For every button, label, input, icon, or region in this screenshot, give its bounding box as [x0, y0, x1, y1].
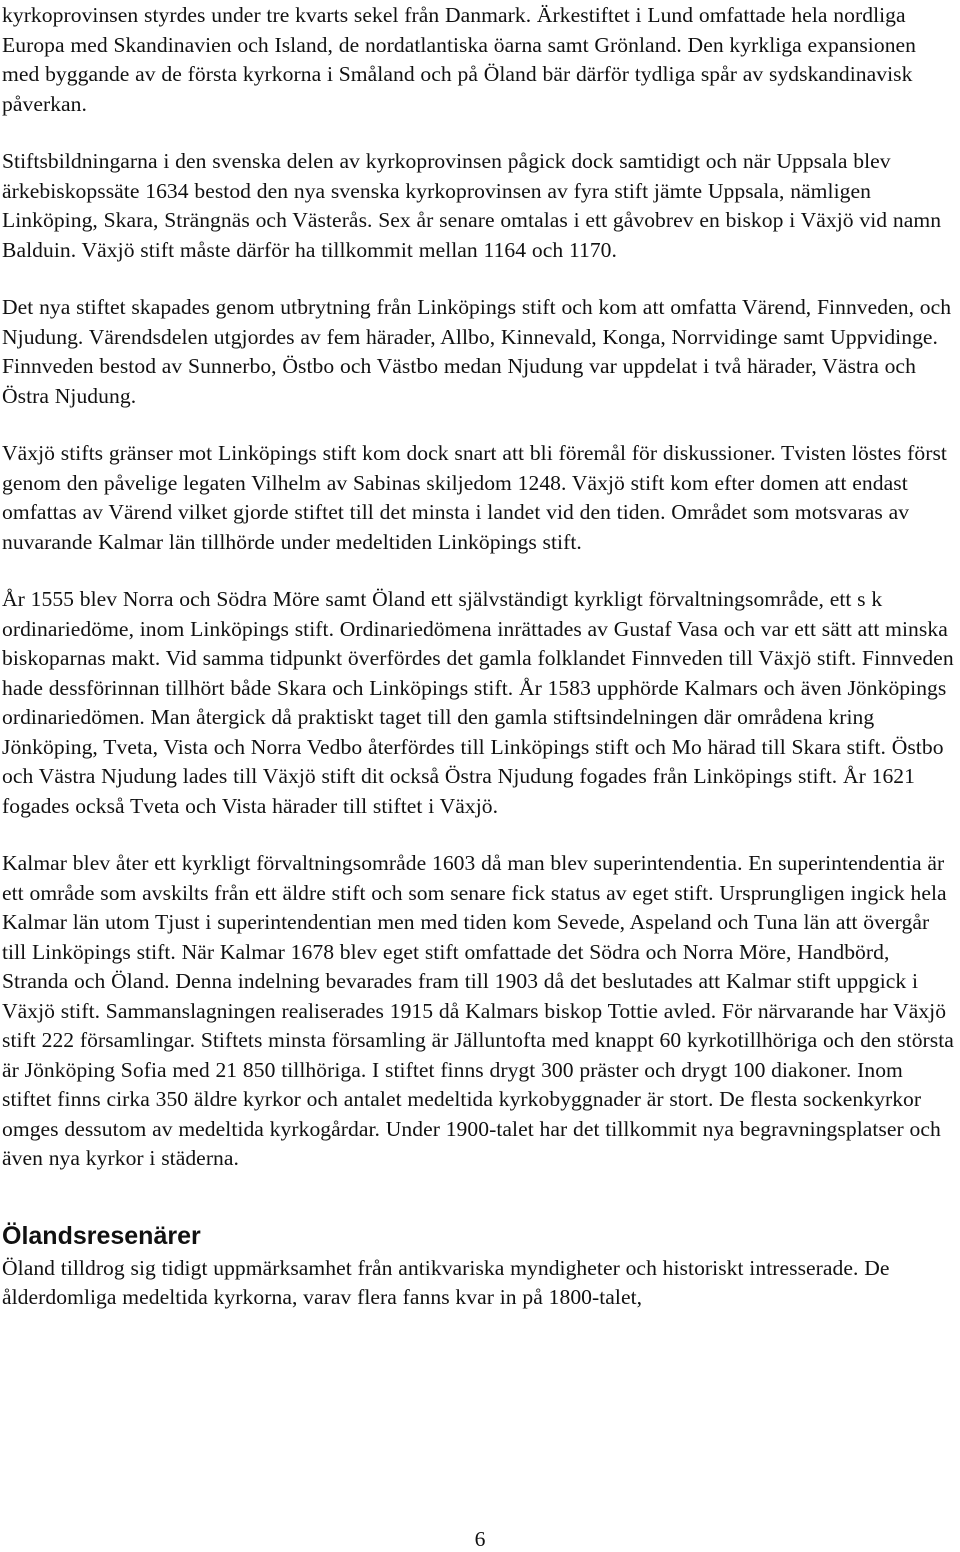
- paragraph-diocese-formation: Stiftsbildningarna i den svenska delen av kyrkoprovinsen pågick dock samtidigt och när Uppsala blev ärkebiskopssäte 1634 bestod den nya svenska kyrkoprovinsen av fyra stift jämte Uppsala, nämligen Linköping, Skara, Strängnäs och Västerås. Sex år senare omtalas i ett gåvobrev en biskop i Växjö vid namn Balduin. Växjö stift måste därför ha tillkommit mellan 1164 och 1170.: [2, 149, 942, 262]
- paragraph-ordinariate: År 1555 blev Norra och Södra Möre samt Öland ett självständigt kyrkligt förvaltningsområde, ett s k ordinariedöme, inom Linköpings stift. Ordinariedömena inrättades av Gustaf Vasa och var ett sätt att minska biskoparnas makt. Vid samma tidpunkt överfördes det gamla folklandet Finnveden till Växjö stift. Finnveden hade dessförinnan tillhört både Skara och Linköpings stift. År 1583 upphörde Kalmars och även Jönköpings ordinariedömen. Man återgick då praktiskt taget till den gamla stiftsindelningen där områdena kring Jönköping, Tveta, Vista och Norra Vedbo återfördes till Linköpings stift och Mo härad till Skara stift. Östbo och Västra Njudung lades till Växjö stift dit också Östra Njudung fogades från Linköpings stift. År 1621 fogades också Tveta och Vista härader till stiftet i Växjö.: [2, 587, 954, 818]
- page-number: 6: [474, 1527, 486, 1551]
- page-content: [2, 0, 958, 1313]
- paragraph-diocese-borders: Växjö stifts gränser mot Linköpings stift kom dock snart att bli föremål för diskussioner. Tvisten löstes först genom den påvelige legaten Vilhelm av Sabinas skiljedom 1248. Växjö stift kom efter domen att endast omfattas av Värend vilket gjorde stiftet till det minsta i landet vid den tiden. Området som motsvaras av nuvarande Kalmar län tillhörde under medeltiden Linköpings stift.: [2, 441, 947, 554]
- paragraph-kalmar-superintendentia: Kalmar blev åter ett kyrkligt förvaltningsområde 1603 då man blev superintendentia. En superintendentia är ett område som avskilts från ett äldre stift och som senare fick status av eget stift. Ursprungligen ingick hela Kalmar län utom Tjust i superintendentian men med tiden kom Sevede, Aspeland och Tuna län att övergår till Linköpings stift. När Kalmar 1678 blev eget stift omfattade det Södra och Norra Möre, Handbörd, Stranda och Öland. Denna indelning bevarades fram till 1903 då det beslutades att Kalmar stift uppgick i Växjö stift. Sammanslagningen realiserades 1915 då Kalmars biskop Tottie avled. För närvarande har Växjö stift 222 församlingar. Stiftets minsta församling är Jälluntofta med knappt 60 kyrkotillhöriga och den största är Jönköping Sofia med 21 850 tillhöriga. I stiftet finns drygt 300 präster och drygt 100 diakoner. Inom stiftet finns cirka 350 äldre kyrkor och antalet medeltida kyrkobyggnader är stort. De flesta sockenkyrkor omges dessutom av medeltida kyrkogårdar. Under 1900-talet har det tillkommit nya begravningsplatser och även nya kyrkor i städerna.: [2, 851, 954, 1170]
- paragraph-church-province: kyrkoprovinsen styrdes under tre kvarts sekel från Danmark. Ärkestiftet i Lund omfattade hela nordliga Europa med Skandinavien och Island, de nordatlantiska öarna samt Grönland. Den kyrkliga expansionen med byggande av de första kyrkorna i Småland och på Öland bär därför tydliga spår av sydskandinavisk påverkan.: [2, 3, 917, 116]
- section-heading: Ölandsresenärer: [2, 1221, 201, 1250]
- paragraph-new-diocese: Det nya stiftet skapades genom utbrytning från Linköpings stift och kom att omfatta Värend, Finnveden, och Njudung. Värendsdelen utgjordes av fem härader, Allbo, Kinnevald, Konga, Norrvidinge samt Uppvidinge. Finnveden bestod av Sunnerbo, Östbo och Västbo medan Njudung var uppdelat i två härader, Västra och Östra Njudung.: [2, 295, 952, 408]
- paragraph-oland-travelers: Öland tilldrog sig tidigt uppmärksamhet från antikvariska myndigheter och historiskt intresserade. De ålderdomliga medeltida kyrkorna, varav flera fanns kvar in på 1800-talet,: [2, 1255, 890, 1309]
